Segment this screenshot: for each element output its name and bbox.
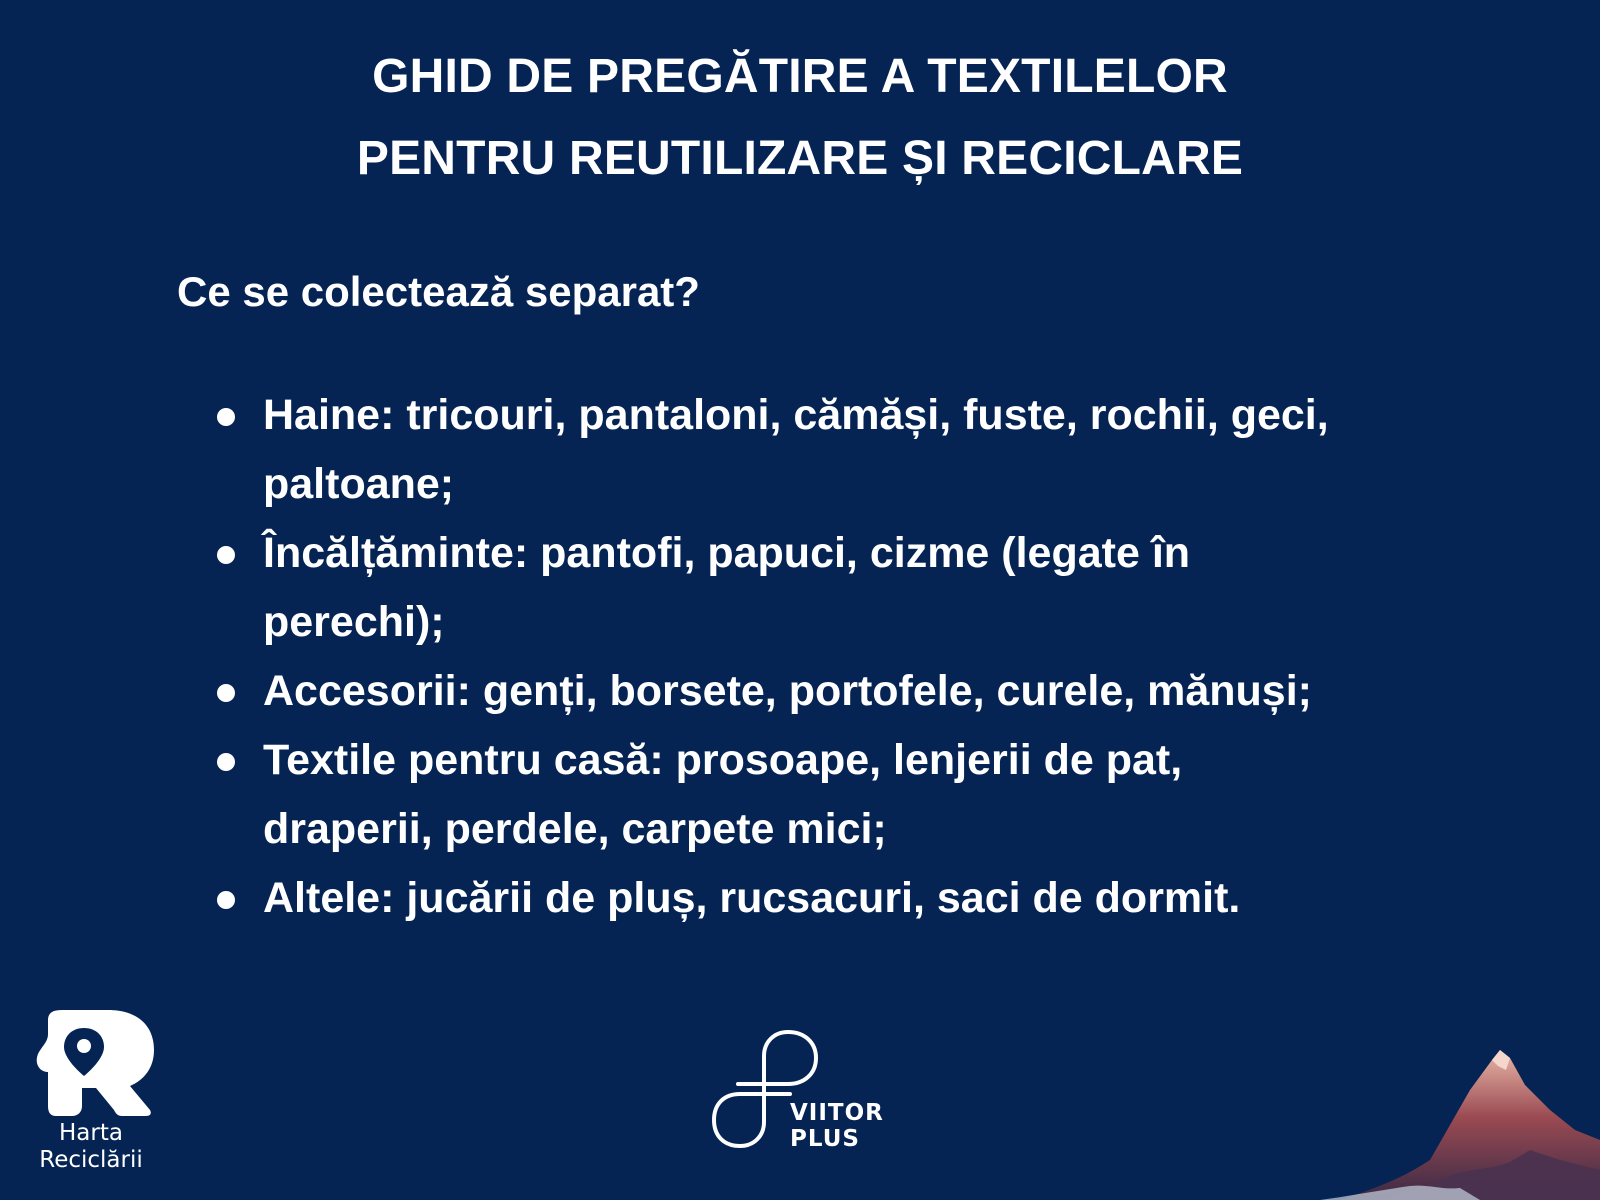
bullet-icon <box>217 546 235 564</box>
page-title <box>0 36 1600 200</box>
page-title-line-1: GHID DE PREGĂTIRE A TEXTILELOR <box>372 50 1228 103</box>
viitor-plus-logo <box>712 1026 892 1156</box>
viitor-logo-line-1: VIITOR <box>790 1100 884 1126</box>
list-item-line: Textile pentru casă: prosoape, lenjerii de pat, <box>263 736 1183 784</box>
section-heading: Ce se colectează separat? <box>177 268 700 315</box>
location-pin-icon <box>26 1010 156 1116</box>
bullet-icon <box>217 408 235 426</box>
mountain-illustration <box>1320 1000 1600 1200</box>
harta-logo-line-1: Harta <box>59 1120 123 1146</box>
list-item <box>263 657 1463 726</box>
harta-reciclarii-logo <box>26 1010 156 1190</box>
items-list <box>263 381 1463 933</box>
page-title-line-2: PENTRU REUTILIZARE ȘI RECICLARE <box>356 132 1244 185</box>
list-item-line: Accesorii: genți, borsete, portofele, curele, mănuși; <box>263 667 1312 715</box>
list-item-line: draperii, perdele, carpete mici; <box>263 805 887 853</box>
bullet-icon <box>217 684 235 702</box>
list-item <box>263 864 1463 933</box>
bullet-icon <box>217 891 235 909</box>
list-item-line: perechi); <box>263 598 445 646</box>
list-item <box>263 519 1463 657</box>
bullet-icon <box>217 753 235 771</box>
list-item-line: paltoane; <box>263 460 455 508</box>
list-item <box>263 726 1463 864</box>
harta-logo-line-2: Reciclării <box>39 1147 143 1173</box>
list-item-line: Încălțăminte: pantofi, papuci, cizme (legate în <box>263 529 1191 577</box>
list-item-line: Haine: tricouri, pantaloni, cămăși, fuste, rochii, geci, <box>263 391 1329 439</box>
list-item-line: Altele: jucării de pluș, rucsacuri, saci de dormit. <box>263 874 1241 922</box>
viitor-logo-line-2: PLUS <box>790 1126 860 1152</box>
list-item <box>263 381 1463 519</box>
